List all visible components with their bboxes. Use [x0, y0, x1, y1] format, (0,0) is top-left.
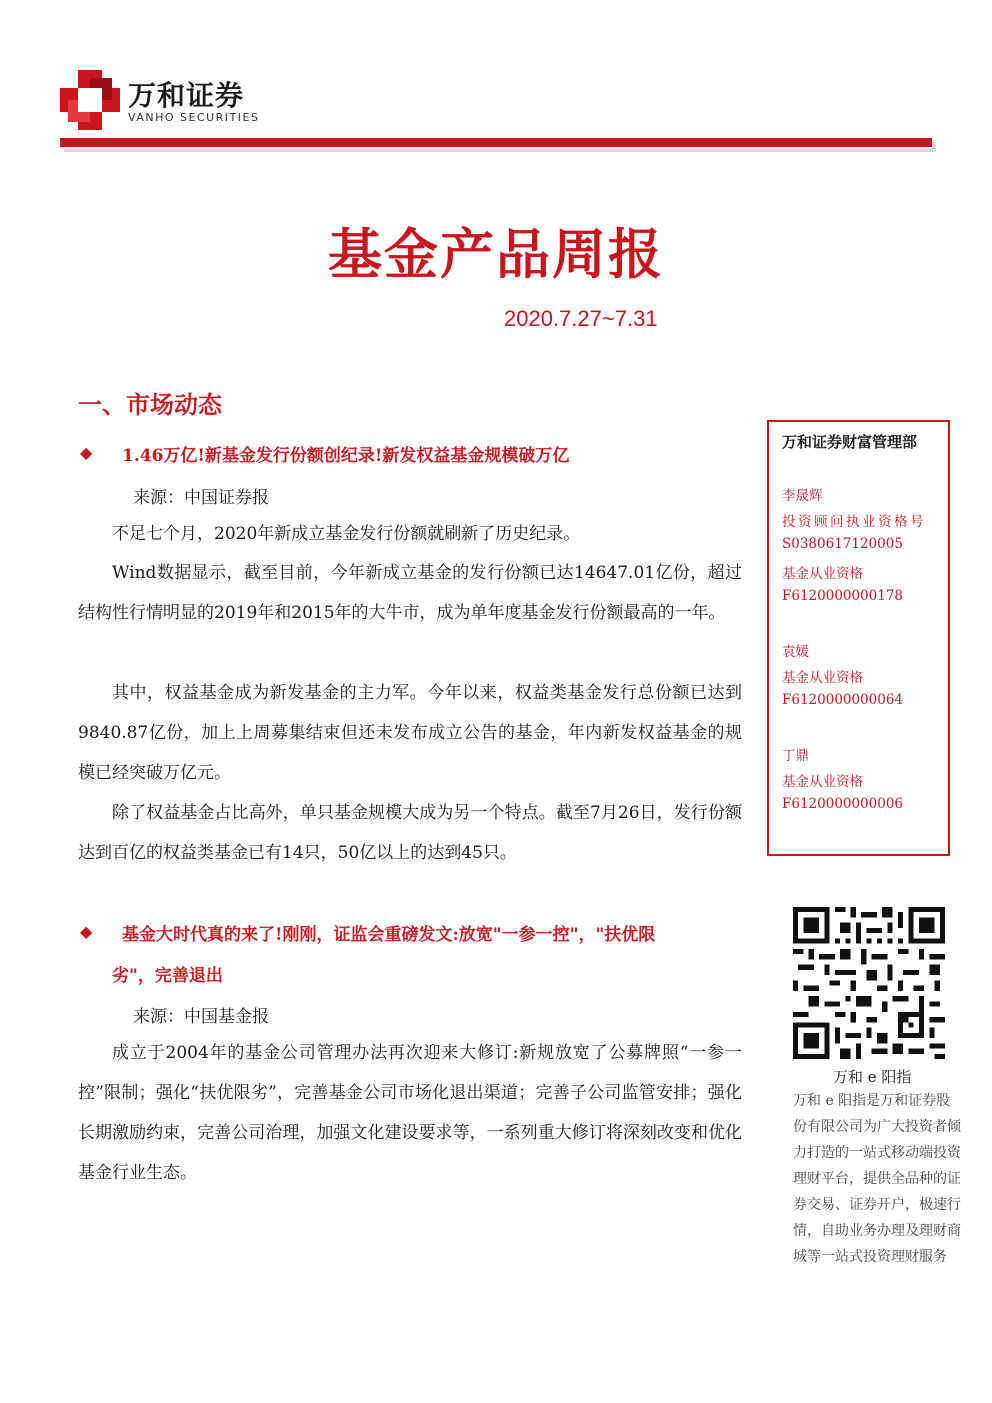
brand-name-english: VANHO SECURITIES — [128, 111, 260, 124]
header-rule-shadow-edge — [932, 142, 936, 152]
analyst-credential: S0380617120005 — [782, 536, 903, 552]
analyst-credential: 投资顾问执业资格号 — [782, 514, 926, 530]
article-paragraph: 其中，权益基金成为新发基金的主力军。今年以来，权益类基金发行总份额已达到9840.87亿份，加上上周募集结束但还未发布成立公告的基金，年内新发权益基金的规模已经突破万亿元。 — [78, 683, 742, 783]
article-source: 来源：中国证券报 — [133, 488, 269, 508]
brand-logo-icon — [60, 70, 120, 130]
header-rule-shadow — [64, 149, 936, 152]
app-name: 万和 e 阳指 — [833, 1068, 912, 1086]
app-description: 万和 e 阳指是万和证券股份有限公司为广大投资者倾力打造的一站式移动端投资理财平台，提供全品种的证券交易、证券开户，极速行情，自助业务办理及理财商城等一站式投资理财服务 — [793, 1093, 961, 1265]
article-source: 来源：中国基金报 — [133, 1007, 269, 1027]
analyst-credential: 基金从业资格 — [782, 566, 863, 582]
bullet-diamond-icon: ◆ — [80, 443, 93, 462]
article-title-line: 基金大时代真的来了!刚刚，证监会重磅发文:放宽"一参一控"，"扶优限 — [122, 925, 656, 945]
bullet-diamond-icon: ◆ — [80, 922, 93, 941]
section-heading: 一、市场动态 — [78, 390, 222, 419]
analyst-credential: F6120000000178 — [782, 588, 904, 604]
analyst-name: 袁媛 — [782, 644, 809, 660]
analyst-credential: 基金从业资格 — [782, 774, 863, 790]
sidebar-heading: 万和证券财富管理部 — [782, 433, 918, 451]
analyst-credential: 基金从业资格 — [782, 670, 863, 686]
analyst-name: 丁鼎 — [782, 748, 809, 764]
article-title-line: 劣"，完善退出 — [112, 966, 223, 986]
report-date: 2020.7.27~7.31 — [504, 306, 658, 331]
article-paragraph: 除了权益基金占比高外，单只基金规模大成为另一个特点。截至7月26日，发行份额达到百亿的权益类基金已有14只，50亿以上的达到45只。 — [78, 803, 742, 863]
article-paragraph: Wind数据显示，截至目前，今年新成立基金的发行份额已达14647.01亿份，超过结构性行情明显的2019年和2015年的大牛市，成为单年度基金发行份额最高的一年。 — [78, 563, 742, 623]
analyst-credential: F6120000000006 — [782, 796, 904, 812]
analyst-name: 李晟辉 — [782, 488, 823, 504]
brand-name: 万和证券 — [128, 79, 245, 112]
article-title: 1.46万亿!新基金发行份额创纪录!新发权益基金规模破万亿 — [122, 446, 570, 466]
header-rule — [60, 138, 932, 147]
analyst-credential: F6120000000064 — [782, 692, 904, 708]
qr-code-icon[interactable] — [793, 907, 945, 1059]
article-paragraph: 不足七个月，2020年新成立基金发行份额就刷新了历史纪录。 — [112, 524, 581, 544]
article-paragraph: 成立于2004年的基金公司管理办法再次迎来大修订:新规放宽了公募牌照“一参一控”限制；强化“扶优限劣”，完善基金公司市场化退出渠道；完善子公司监管安排；强化长期激励约束，完善公司治理，加强文化建设要求等，一系列重大修订将深刻改变和优化基金行业生态。 — [78, 1043, 742, 1183]
report-title: 基金产品周报 — [328, 222, 664, 286]
